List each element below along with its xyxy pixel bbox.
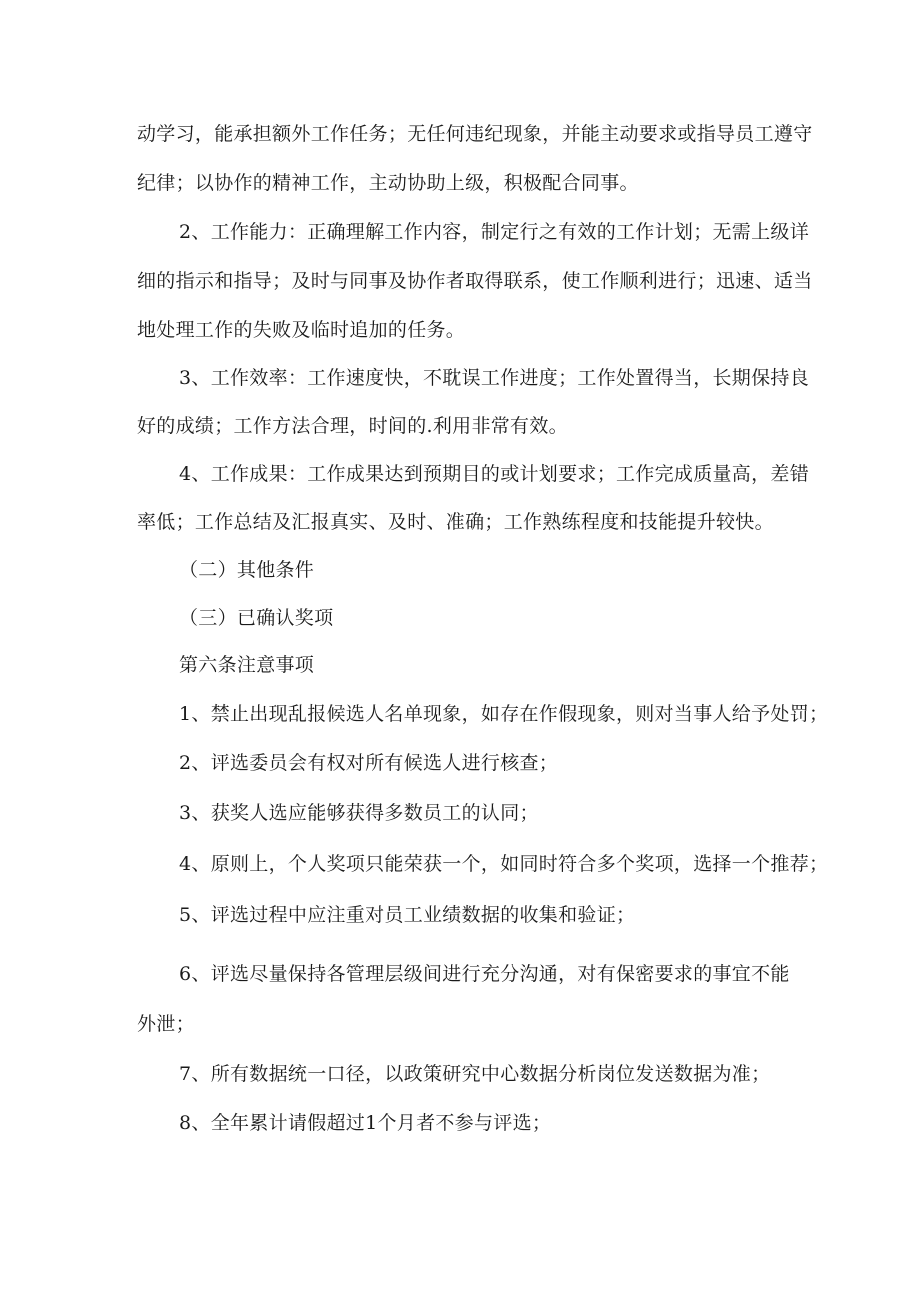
list-item: 4、原则上，个人奖项只能荣获一个，如同时符合多个奖项，选择一个推荐；	[179, 853, 829, 875]
paragraph-line: 4、工作成果：工作成果达到预期目的或计划要求；工作完成质量高，差错	[179, 463, 809, 485]
section-heading: 第六条注意事项	[179, 654, 315, 676]
list-item: 3、获奖人选应能够获得多数员工的认同；	[179, 802, 539, 824]
paragraph-line: 纪律；以协作的精神工作，主动协助上级，积极配合同事。	[137, 172, 639, 194]
list-item: 外泄；	[137, 1013, 195, 1035]
section-heading: （三）已确认奖项	[179, 607, 334, 629]
list-item: 8、全年累计请假超过1个月者不参与评选；	[179, 1112, 552, 1134]
paragraph-line: 动学习，能承担额外工作任务；无任何违纪现象，并能主动要求或指导员工遵守	[137, 123, 813, 145]
list-item: 7、所有数据统一口径，以政策研究中心数据分析岗位发送数据为准；	[179, 1063, 771, 1085]
paragraph-line: 率低；工作总结及汇报真实、及时、准确；工作熟练程度和技能提升较快。	[137, 511, 774, 533]
list-item: 1、禁止出现乱报候选人名单现象，如存在作假现象，则对当事人给予处罚；	[179, 703, 829, 725]
paragraph-line: 好的成绩；工作方法合理，时间的.利用非常有效。	[137, 415, 568, 437]
list-item: 6、评选尽量保持各管理层级间进行充分沟通，对有保密要求的事宜不能	[179, 963, 790, 985]
paragraph-line: 地处理工作的失败及临时追加的任务。	[137, 319, 466, 341]
paragraph-line: 3、工作效率：工作速度快，不耽误工作进度；工作处置得当，长期保持良	[179, 367, 809, 389]
section-heading: （二）其他条件	[179, 559, 315, 581]
list-item: 2、评选委员会有权对所有候选人进行核查；	[179, 752, 559, 774]
paragraph-line: 2、工作能力：正确理解工作内容，制定行之有效的工作计划；无需上级详	[179, 221, 809, 243]
paragraph-line: 细的指示和指导；及时与同事及协作者取得联系，使工作顺利进行；迅速、适当	[137, 270, 813, 292]
list-item: 5、评选过程中应注重对员工业绩数据的收集和验证；	[179, 904, 636, 926]
